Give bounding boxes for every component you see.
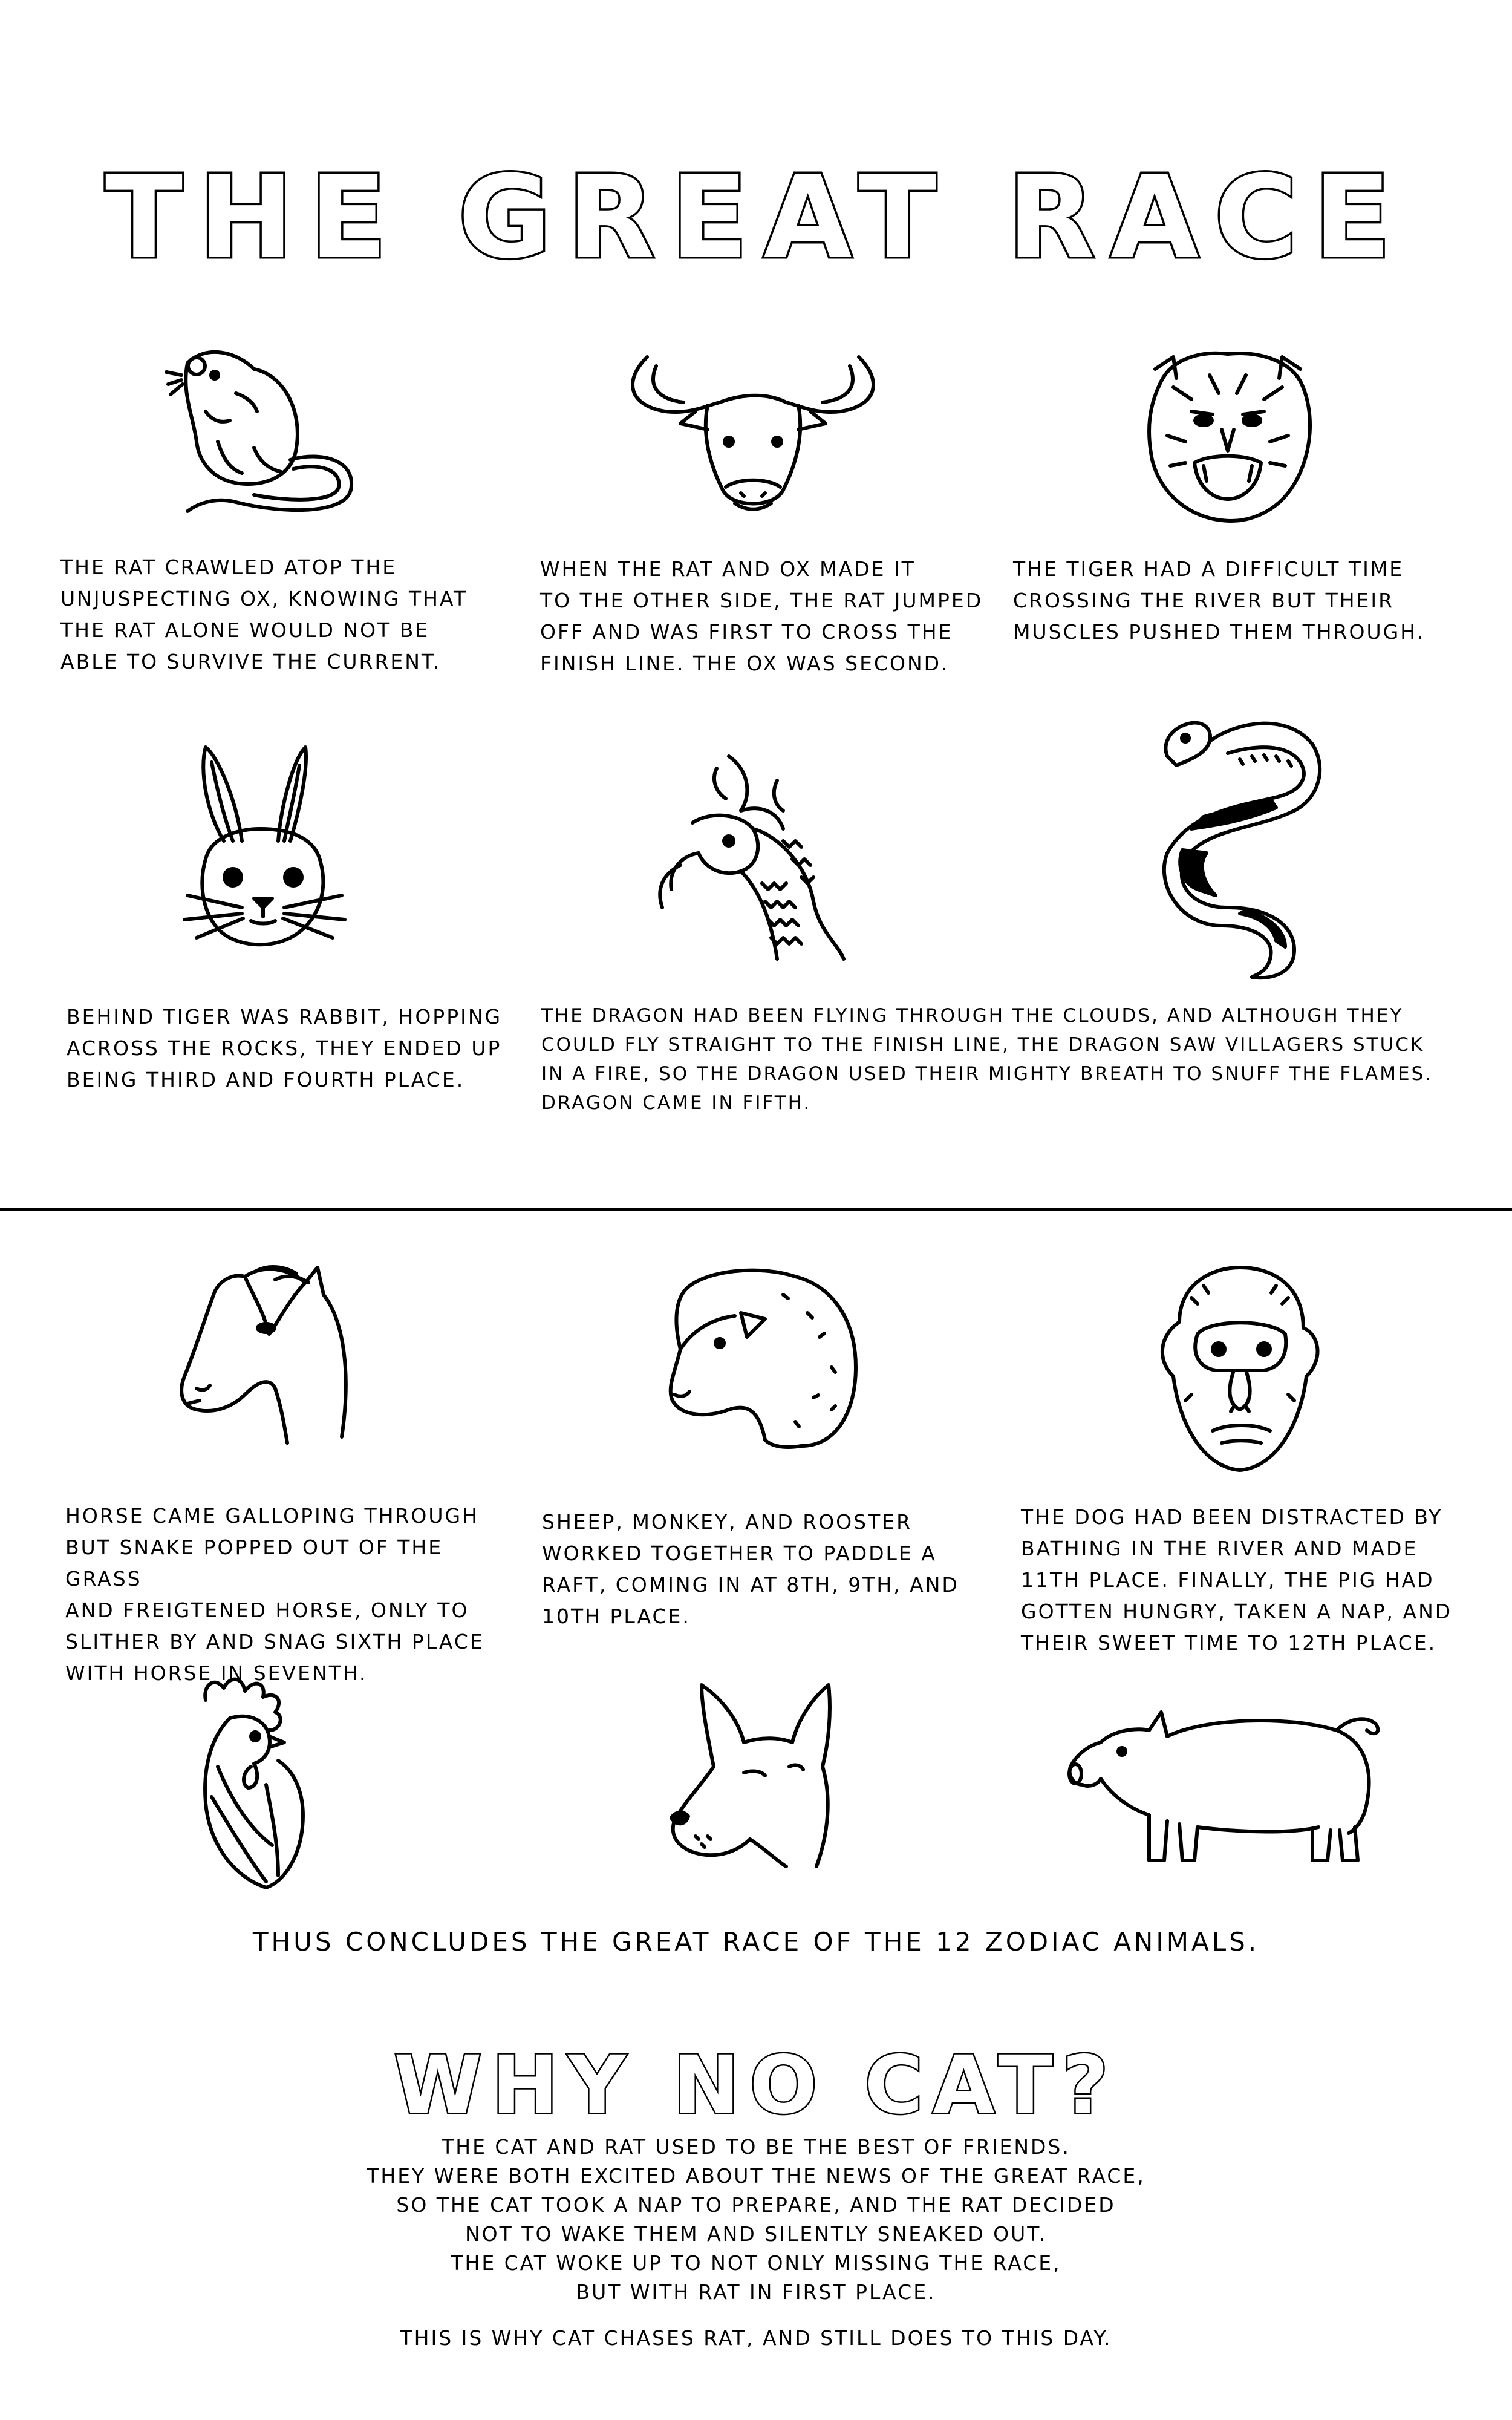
dragon-icon	[656, 744, 850, 962]
rooster-icon	[194, 1676, 333, 1894]
horse-icon	[178, 1255, 354, 1449]
rabbit-icon	[169, 744, 357, 962]
why-no-cat-final: THIS IS WHY CAT CHASES RAT, AND STILL DOES TO THIS DAY.	[400, 2326, 1112, 2350]
page-title: THE GREAT RACE	[105, 151, 1407, 284]
dragon-caption: THE DRAGON HAD BEEN FLYING THROUGH THE CLOUDS, AND ALTHOUGH THEY COULD FLY STRAIGHT TO THE FINISH LINE, THE DRAGON SAW VILLAGERS STUCK IN A FIRE, SO THE DRAGON USED THEIR MIGHTY BREATH TO SNUFF THE FLAMES. DRAGON CAME IN FIFTH.	[541, 1005, 1433, 1114]
monkey-icon	[1143, 1261, 1337, 1479]
rabbit-caption: BEHIND TIGER WAS RABBIT, HOPPING ACROSS THE ROCKS, THEY ENDED UP BEING THIRD AND FOURTH PLACE.	[67, 1005, 503, 1091]
sheep-caption: SHEEP, MONKEY, AND ROOSTER WORKED TOGETHER TO PADDLE A RAFT, COMING IN AT 8TH, 9TH, AND 10TH PLACE.	[542, 1510, 959, 1628]
dog-caption: THE DOG HAD BEEN DISTRACTED BY BATHING IN THE RIVER AND MADE 11TH PLACE. FINALLY, THE PIG HAD GOTTEN HUNGRY, TAKEN A NAP, AND THEIR SWEET TIME TO 12TH PLACE.	[1021, 1505, 1453, 1655]
why-no-cat-title: WHY NO CAT?	[394, 2039, 1118, 2132]
snake-icon	[1149, 708, 1325, 980]
conclusion-text: THUS CONCLUDES THE GREAT RACE OF THE 12 ZODIAC ANIMALS.	[252, 1927, 1260, 1957]
rat-caption: THE RAT CRAWLED ATOP THE UNJUSPECTING OX, KNOWING THAT THE RAT ALONE WOULD NOT BE ABLE TO SURVIVE THE CURRENT.	[60, 555, 468, 673]
tiger-caption: THE TIGER HAD A DIFFICULT TIME CROSSING THE RIVER BUT THEIR MUSCLES PUSHED THEM THROUGH.	[1013, 557, 1425, 644]
rat-icon	[163, 339, 363, 520]
tiger-icon	[1137, 345, 1318, 526]
pig-icon	[1064, 1700, 1385, 1869]
section-divider	[0, 1208, 1512, 1211]
horse-caption: HORSE CAME GALLOPING THROUGH BUT SNAKE POPPED OUT OF THE GRASS AND FREIGTENED HORSE, ONLY TO SLITHER BY AND SNAG SIXTH PLACE WITH HORSE IN SEVENTH.	[65, 1504, 484, 1685]
why-no-cat-body: THE CAT AND RAT USED TO BE THE BEST OF FRIENDS. THEY WERE BOTH EXCITED ABOUT THE NEWS OF THE GREAT RACE, SO THE CAT TOOK A NAP TO PREPARE, AND THE RAT DECIDED NOT TO WAKE THEM AND SILENTLY SNEAKED OUT. THE CAT WOKE UP TO NOT ONLY MISSING THE RACE, BUT WITH RAT IN FIRST PLACE.	[367, 2135, 1145, 2304]
sheep-icon	[662, 1264, 862, 1452]
ox-caption: WHEN THE RAT AND OX MADE IT TO THE OTHER SIDE, THE RAT JUMPED OFF AND WAS FIRST TO CROSS THE FINISH LINE. THE OX WAS SECOND.	[540, 557, 983, 675]
ox-icon	[623, 345, 883, 520]
dog-icon	[665, 1682, 853, 1869]
